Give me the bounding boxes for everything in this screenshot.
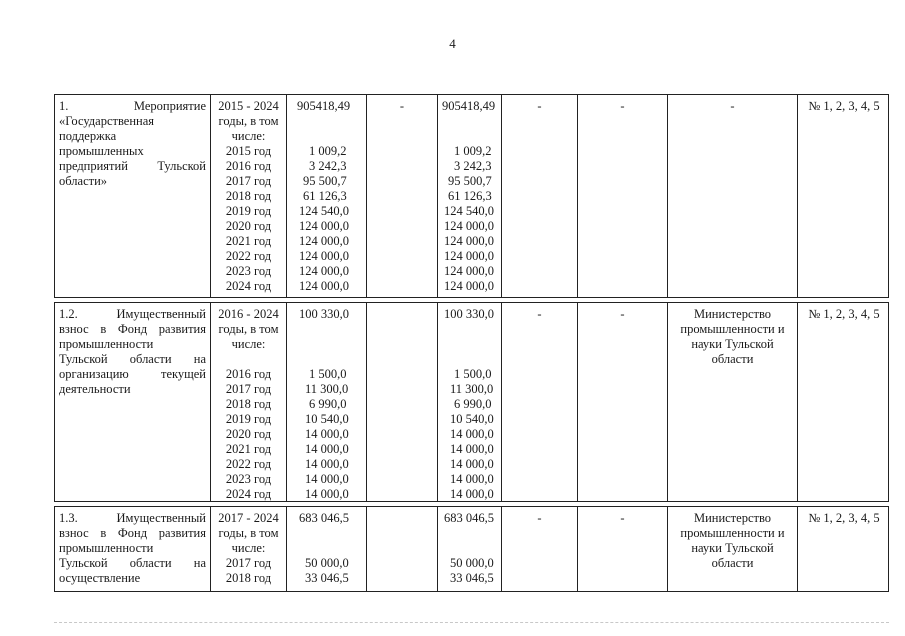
- total-year-value: 61 126,3: [303, 189, 347, 203]
- total-year-value: 6 990,0: [309, 397, 347, 411]
- year-label: 2018 год: [225, 189, 272, 203]
- total-year-value: 33 046,5: [305, 571, 349, 585]
- year-label: 2021 год: [225, 234, 272, 248]
- federal-value: [371, 307, 433, 322]
- spacer: [291, 337, 362, 352]
- year-label: 2020 год: [225, 427, 272, 441]
- page-number: 4: [449, 36, 456, 51]
- total-year-value: 124 000,0: [299, 219, 349, 233]
- regional-budget-cell: [437, 507, 501, 591]
- regional-year-value: 124 000,0: [444, 249, 494, 263]
- federal-budget-cell: [366, 507, 437, 591]
- activity-name-line: 1. Мероприятие: [59, 99, 206, 113]
- regional-year-value: 1 009,2: [454, 144, 492, 158]
- responsible-line: -: [730, 99, 735, 113]
- year-label: 2022 год: [225, 249, 272, 263]
- spacer: [442, 129, 497, 144]
- total-year-value: 124 540,0: [299, 204, 349, 218]
- extrabudget-cell: [577, 303, 667, 501]
- period-line: числе:: [231, 541, 266, 555]
- municipal-budget-cell: [501, 507, 577, 591]
- program-activities-table: [54, 94, 889, 592]
- responsible-line: науки Тульской: [691, 541, 774, 555]
- activity-name-cell: [55, 507, 210, 591]
- spacer: [442, 337, 497, 352]
- regional-year-value: 3 242,3: [454, 159, 492, 173]
- scan-artifact-line: [54, 622, 889, 624]
- regional-year-value: 124 000,0: [444, 234, 494, 248]
- year-label: 2022 год: [225, 457, 272, 471]
- municipal-value: -: [537, 307, 542, 321]
- spacer: [291, 129, 362, 144]
- year-label: 2023 год: [225, 472, 272, 486]
- indicators-value: № 1, 2, 3, 4, 5: [808, 99, 880, 113]
- federal-value: [371, 511, 433, 526]
- regional-year-value: 124 000,0: [444, 264, 494, 278]
- period-line: годы, в том: [218, 322, 279, 336]
- activity-name-cell: [55, 95, 210, 297]
- municipal-budget-cell: [501, 303, 577, 501]
- year-label: 2024 год: [225, 279, 272, 293]
- indicators-cell: [797, 507, 890, 591]
- spacer: [291, 526, 362, 541]
- regional-year-value: 14 000,0: [450, 442, 494, 456]
- regional-budget-cell: [437, 95, 501, 297]
- indicators-value: № 1, 2, 3, 4, 5: [808, 307, 880, 321]
- indicators-value: № 1, 2, 3, 4, 5: [808, 511, 880, 525]
- year-label: 2017 год: [225, 382, 272, 396]
- activity-name-line: промышленности: [59, 541, 154, 555]
- activity-name-line: поддержка: [59, 129, 117, 143]
- spacer: [291, 114, 362, 129]
- municipal-budget-cell: [501, 95, 577, 297]
- total-year-value: 3 242,3: [309, 159, 347, 173]
- regional-year-value: 33 046,5: [450, 571, 494, 585]
- regional-head-value: 905418,49: [442, 99, 496, 113]
- regional-year-value: 1 500,0: [454, 367, 492, 381]
- total-head-value: 683 046,5: [299, 511, 349, 525]
- spacer: [291, 352, 362, 367]
- responsible-cell: [667, 303, 797, 501]
- spacer: [291, 322, 362, 337]
- total-year-value: 14 000,0: [305, 472, 349, 486]
- total-head-value: 905418,49: [297, 99, 351, 113]
- period-cell: [210, 507, 286, 591]
- total-head-value: 100 330,0: [299, 307, 349, 321]
- activity-name-line: организацию текущей: [59, 367, 206, 381]
- activity-name-line: взнос в Фонд развития: [59, 322, 206, 336]
- spacer: [215, 352, 282, 367]
- total-year-value: 14 000,0: [305, 457, 349, 471]
- activity-name-line: промышленных: [59, 144, 144, 158]
- regional-year-value: 14 000,0: [450, 457, 494, 471]
- spacer: [442, 322, 497, 337]
- table-row: [54, 94, 889, 298]
- total-year-value: 1 009,2: [309, 144, 347, 158]
- regional-year-value: 50 000,0: [450, 556, 494, 570]
- indicators-cell: [797, 95, 890, 297]
- year-label: 2018 год: [225, 397, 272, 411]
- municipal-value: -: [537, 511, 542, 525]
- activity-name-line: 1.3. Имущественный: [59, 511, 206, 525]
- total-year-value: 124 000,0: [299, 264, 349, 278]
- total-funding-cell: [286, 303, 366, 501]
- responsible-line: науки Тульской: [691, 337, 774, 351]
- year-label: 2017 год: [225, 174, 272, 188]
- regional-year-value: 6 990,0: [454, 397, 492, 411]
- federal-budget-cell: [366, 303, 437, 501]
- period-line: годы, в том: [218, 526, 279, 540]
- activity-name-cell: [55, 303, 210, 501]
- responsible-cell: [667, 95, 797, 297]
- year-label: 2019 год: [225, 412, 272, 426]
- period-line: числе:: [231, 129, 266, 143]
- activity-name-line: «Государственная: [59, 114, 155, 128]
- year-label: 2019 год: [225, 204, 272, 218]
- total-year-value: 124 000,0: [299, 234, 349, 248]
- activity-name-line: взнос в Фонд развития: [59, 526, 206, 540]
- regional-year-value: 14 000,0: [450, 472, 494, 486]
- municipal-value: -: [537, 99, 542, 113]
- period-cell: [210, 303, 286, 501]
- total-year-value: 14 000,0: [305, 427, 349, 441]
- period-cell: [210, 95, 286, 297]
- spacer: [442, 526, 497, 541]
- regional-year-value: 124 000,0: [444, 279, 494, 293]
- extrabudget-value: -: [620, 307, 625, 321]
- total-year-value: 10 540,0: [305, 412, 349, 426]
- regional-year-value: 10 540,0: [450, 412, 494, 426]
- year-label: 2021 год: [225, 442, 272, 456]
- period-line: годы, в том: [218, 114, 279, 128]
- year-label: 2015 год: [225, 144, 272, 158]
- year-label: 2016 год: [225, 159, 272, 173]
- table-row: [54, 302, 889, 502]
- period-line: 2015 - 2024: [218, 99, 279, 113]
- responsible-line: промышленности и: [680, 526, 785, 540]
- regional-year-value: 61 126,3: [448, 189, 492, 203]
- activity-name-line: Тульской области на: [59, 352, 206, 366]
- responsible-line: Министерство: [693, 511, 772, 525]
- regional-year-value: 14 000,0: [450, 427, 494, 441]
- activity-name-line: предприятий Тульской: [59, 159, 206, 173]
- spacer: [442, 114, 497, 129]
- extrabudget-value: -: [620, 99, 625, 113]
- spacer: [442, 352, 497, 367]
- regional-year-value: 14 000,0: [450, 487, 494, 501]
- extrabudget-value: -: [620, 511, 625, 525]
- total-year-value: 11 300,0: [305, 382, 349, 396]
- total-year-value: 124 000,0: [299, 279, 349, 293]
- period-line: числе:: [231, 337, 266, 351]
- regional-budget-cell: [437, 303, 501, 501]
- activity-name-line: области»: [59, 174, 108, 188]
- period-line: 2016 - 2024: [218, 307, 279, 321]
- activity-name-line: 1.2. Имущественный: [59, 307, 206, 321]
- indicators-cell: [797, 303, 890, 501]
- activity-name-line: промышленности: [59, 337, 154, 351]
- year-label: 2018 год: [225, 571, 272, 585]
- activity-name-line: Тульской области на: [59, 556, 206, 570]
- spacer: [291, 541, 362, 556]
- total-funding-cell: [286, 507, 366, 591]
- federal-value: -: [399, 99, 405, 113]
- regional-year-value: 124 540,0: [444, 204, 494, 218]
- responsible-line: области: [711, 556, 754, 570]
- activity-name-line: деятельности: [59, 382, 131, 396]
- total-year-value: 95 500,7: [303, 174, 347, 188]
- regional-year-value: 11 300,0: [450, 382, 494, 396]
- extrabudget-cell: [577, 95, 667, 297]
- total-year-value: 1 500,0: [309, 367, 347, 381]
- total-funding-cell: [286, 95, 366, 297]
- regional-head-value: 683 046,5: [444, 511, 494, 525]
- total-year-value: 124 000,0: [299, 249, 349, 263]
- total-year-value: 50 000,0: [305, 556, 349, 570]
- total-year-value: 14 000,0: [305, 442, 349, 456]
- responsible-line: промышленности и: [680, 322, 785, 336]
- year-label: 2024 год: [225, 487, 272, 501]
- regional-head-value: 100 330,0: [444, 307, 494, 321]
- responsible-line: Министерство: [693, 307, 772, 321]
- total-year-value: 14 000,0: [305, 487, 349, 501]
- federal-budget-cell: [366, 95, 437, 297]
- regional-year-value: 124 000,0: [444, 219, 494, 233]
- regional-year-value: 95 500,7: [448, 174, 492, 188]
- year-label: 2020 год: [225, 219, 272, 233]
- year-label: 2016 год: [225, 367, 272, 381]
- responsible-line: области: [711, 352, 754, 366]
- period-line: 2017 - 2024: [218, 511, 279, 525]
- spacer: [442, 541, 497, 556]
- table-row: [54, 506, 889, 592]
- activity-name-line: осуществление: [59, 571, 141, 585]
- responsible-cell: [667, 507, 797, 591]
- year-label: 2017 год: [225, 556, 272, 570]
- year-label: 2023 год: [225, 264, 272, 278]
- extrabudget-cell: [577, 507, 667, 591]
